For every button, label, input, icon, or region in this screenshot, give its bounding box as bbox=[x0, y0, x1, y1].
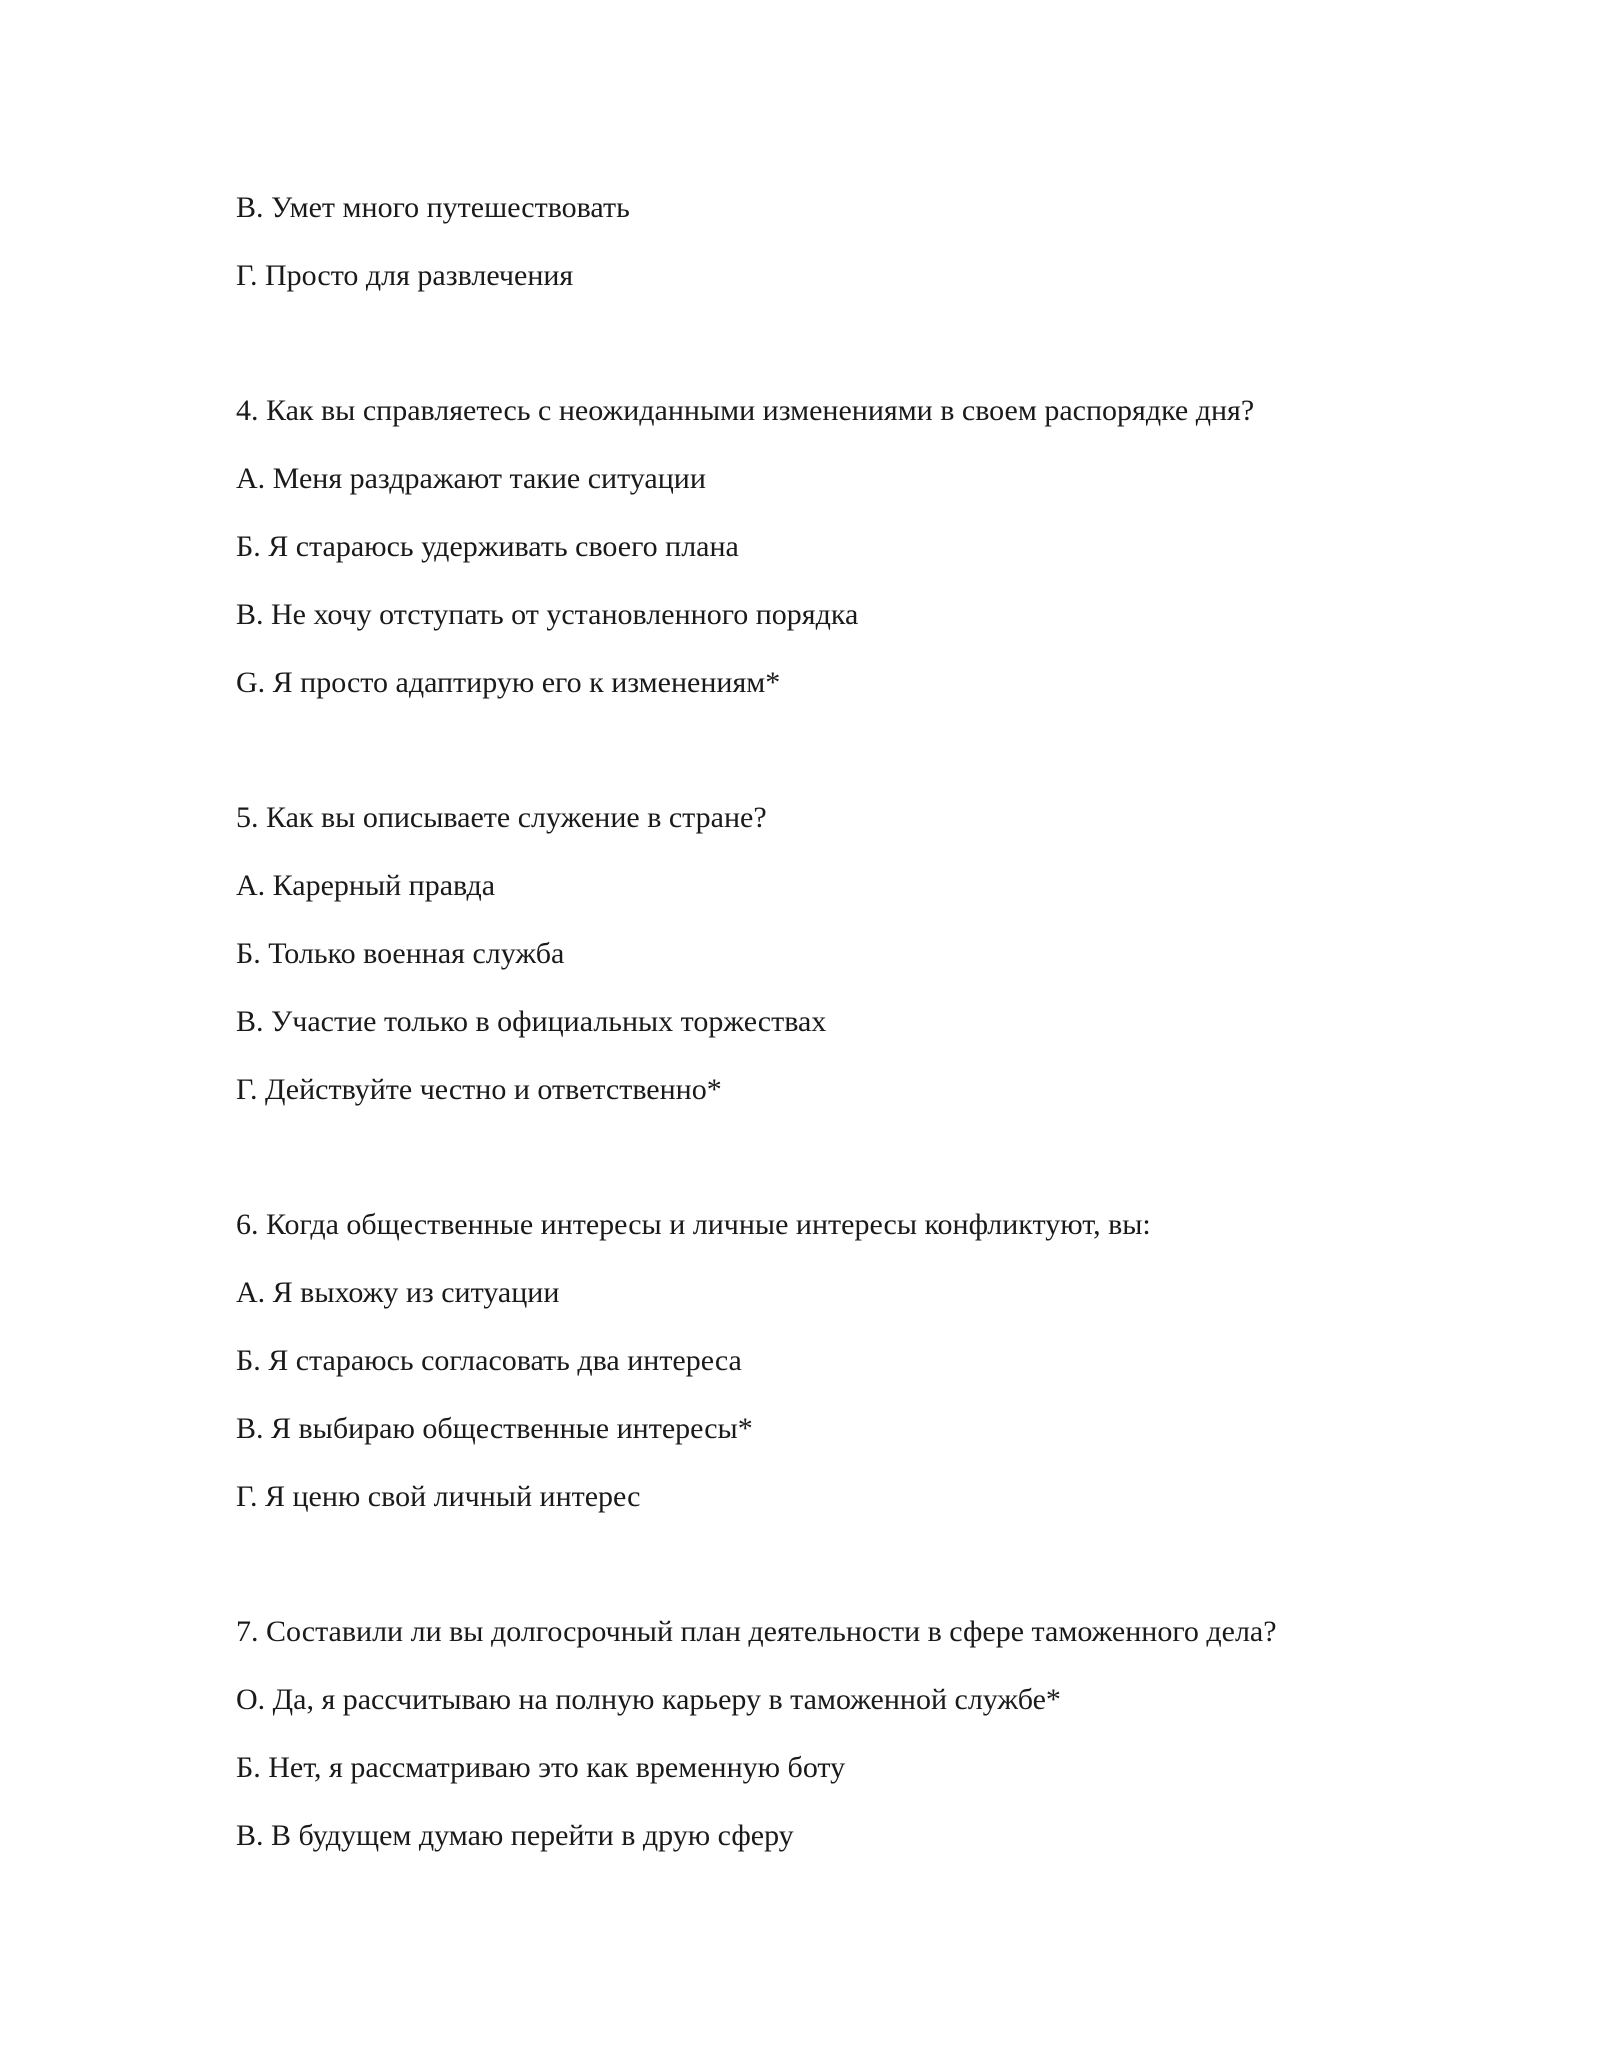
question-4: 4. Как вы справляетесь с неожиданными изменениями в своем распорядке дня? bbox=[236, 394, 1255, 427]
answer-option: Г. Действуйте честно и ответственно* bbox=[236, 1073, 722, 1106]
answer-option: В. Участие только в официальных торжествах bbox=[236, 1005, 827, 1038]
question-6: 6. Когда общественные интересы и личные интересы конфликтуют, вы: bbox=[236, 1208, 1151, 1241]
answer-option: О. Да, я рассчитываю на полную карьеру в таможенной службе* bbox=[236, 1683, 1061, 1716]
answer-option: Б. Я стараюсь удерживать своего плана bbox=[236, 530, 739, 563]
answer-option: Б. Только военная служба bbox=[236, 937, 565, 970]
answer-option: Г. Я ценю свой личный интерес bbox=[236, 1480, 641, 1513]
answer-option: А. Меня раздражают такие ситуации bbox=[236, 462, 706, 495]
answer-option: А. Карерный правда bbox=[236, 869, 496, 902]
question-5: 5. Как вы описываете служение в стране? bbox=[236, 801, 767, 834]
answer-option: В. Не хочу отступать от установленного порядка bbox=[236, 598, 859, 631]
answer-option: Б. Я стараюсь согласовать два интереса bbox=[236, 1344, 742, 1377]
answer-option: А. Я выхожу из ситуации bbox=[236, 1276, 560, 1309]
answer-option: Б. Нет, я рассматриваю это как временную боту bbox=[236, 1751, 846, 1784]
question-7: 7. Составили ли вы долгосрочный план деятельности в сфере таможенного дела? bbox=[236, 1615, 1277, 1648]
answer-option: В. В будущем думаю перейти в друю сферу bbox=[236, 1819, 794, 1852]
answer-option: Г. Просто для развлечения bbox=[236, 259, 574, 292]
answer-option: В. Я выбираю общественные интересы* bbox=[236, 1412, 753, 1445]
answer-option: G. Я просто адаптирую его к изменениям* bbox=[236, 666, 781, 699]
answer-option: В. Умет много путешествовать bbox=[236, 191, 630, 224]
